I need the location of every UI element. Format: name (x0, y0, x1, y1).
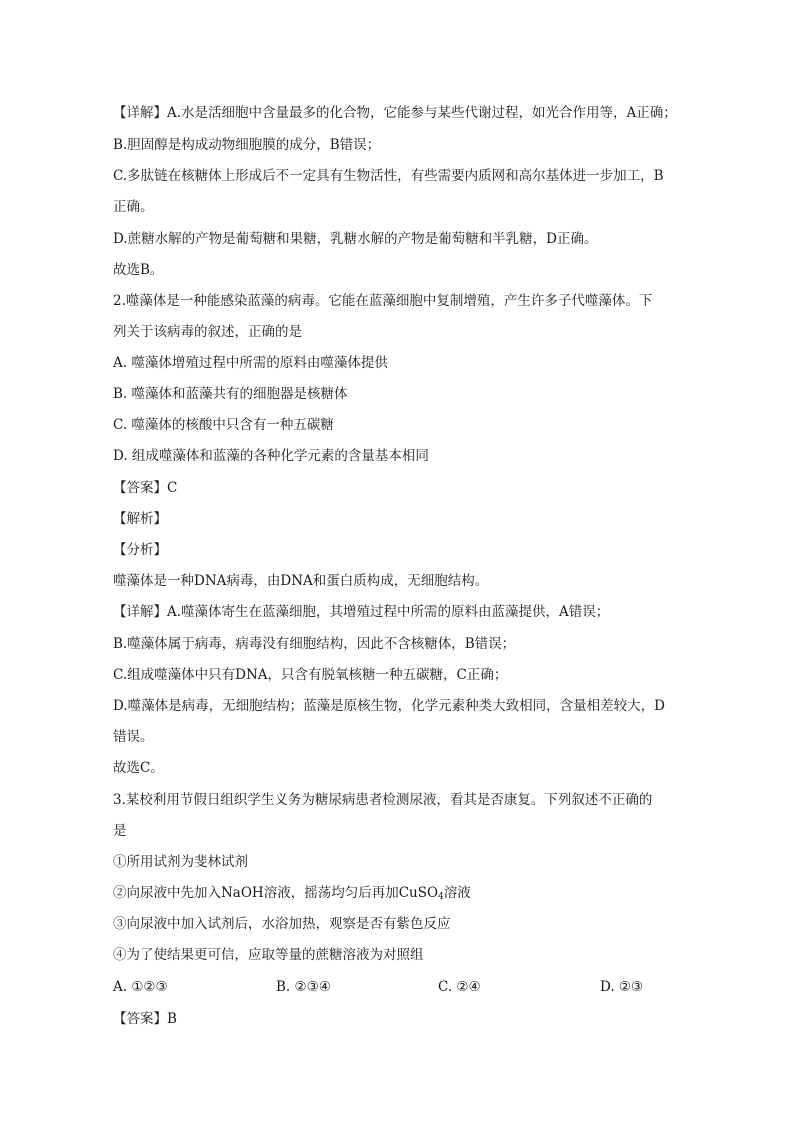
q2-stem-line1: 2.噬藻体是一种能感染蓝藻的病毒。它能在蓝藻细胞中复制增殖，产生许多子代噬藻体。下 (113, 293, 653, 309)
q2-fenxi-heading: 【分析】 (113, 542, 167, 558)
q1-detail-d: D.蔗糖水解的产物是葡萄糖和果糖，乳糖水解的产物是葡萄糖和半乳糖，D正确。 (113, 231, 598, 247)
q1-choose: 故选B。 (113, 262, 164, 278)
q3-option-b: B. ②③④ (276, 979, 331, 995)
q3-statement-2-pre: ②向尿液中先加入NaOH溶液，摇荡均匀后再加CuSO (113, 885, 439, 901)
q1-detail-c-line1: C.多肽链在核糖体上形成后不一定具有生物活性，有些需要内质网和高尔基体进一步加工，B (113, 168, 664, 184)
q3-statement-2 (113, 884, 681, 906)
q3-statement-4: ④为了使结果更可信，应取等量的蔗糖溶液为对照组 (113, 947, 424, 963)
q1-detail-a: 【详解】A.水是活细胞中含量最多的化合物，它能参与某些代谢过程，如光合作用等，A正确； (113, 105, 677, 121)
q3-statement-2-subscript: 4 (438, 892, 444, 902)
q2-option-c: C. 噬藻体的核酸中只含有一种五碳糖 (113, 417, 334, 433)
q2-detail-c: C.组成噬藻体中只有DNA，只含有脱氧核糖一种五碳糖，C正确； (113, 667, 508, 683)
q3-statement-3: ③向尿液中加入试剂后，水浴加热，观察是否有紫色反应 (113, 916, 451, 932)
q3-statement-1: ①所用试剂为斐林试剂 (113, 854, 248, 870)
q2-option-a: A. 噬藻体增殖过程中所需的原料由噬藻体提供 (113, 355, 388, 371)
q3-stem-line2: 是 (113, 823, 127, 839)
q3-option-a: A. ①②③ (113, 979, 168, 995)
q2-detail-b: B.噬藻体属于病毒，病毒没有细胞结构，因此不含核糖体，B错误； (113, 636, 516, 652)
q2-detail-a: 【详解】A.噬藻体寄生在蓝藻细胞，其增殖过程中所需的原料由蓝藻提供，A错误； (113, 604, 610, 620)
q2-fenxi-text: 噬藻体是一种DNA病毒，由DNA和蛋白质构成，无细胞结构。 (113, 573, 489, 589)
q2-stem-line2: 列关于该病毒的叙述，正确的是 (113, 324, 302, 340)
q2-option-d: D. 组成噬藻体和蓝藻的各种化学元素的含量基本相同 (113, 448, 429, 464)
q2-choose: 故选C。 (113, 760, 164, 776)
q3-option-d: D. ②③ (600, 979, 644, 995)
q2-detail-d-line2: 错误。 (113, 729, 154, 745)
q2-answer: 【答案】C (113, 480, 178, 496)
q3-answer: 【答案】B (113, 1011, 177, 1027)
q2-analysis-heading: 【解析】 (113, 511, 167, 527)
q3-statement-2-post: 溶液 (443, 885, 471, 901)
q1-detail-c-line2: 正确。 (113, 199, 154, 215)
q2-option-b: B. 噬藻体和蓝藻共有的细胞器是核糖体 (113, 386, 348, 402)
q1-detail-b: B.胆固醇是构成动物细胞膜的成分，B错误； (113, 137, 381, 153)
q2-detail-d-line1: D.噬藻体是病毒，无细胞结构；蓝藻是原核生物，化学元素种类大致相同，含量相差较大，D (113, 698, 665, 714)
q3-option-c: C. ②④ (438, 979, 481, 995)
q3-stem-line1: 3.某校利用节假日组织学生义务为糖尿病患者检测尿液，看其是否康复。下列叙述不正确的 (113, 792, 653, 808)
